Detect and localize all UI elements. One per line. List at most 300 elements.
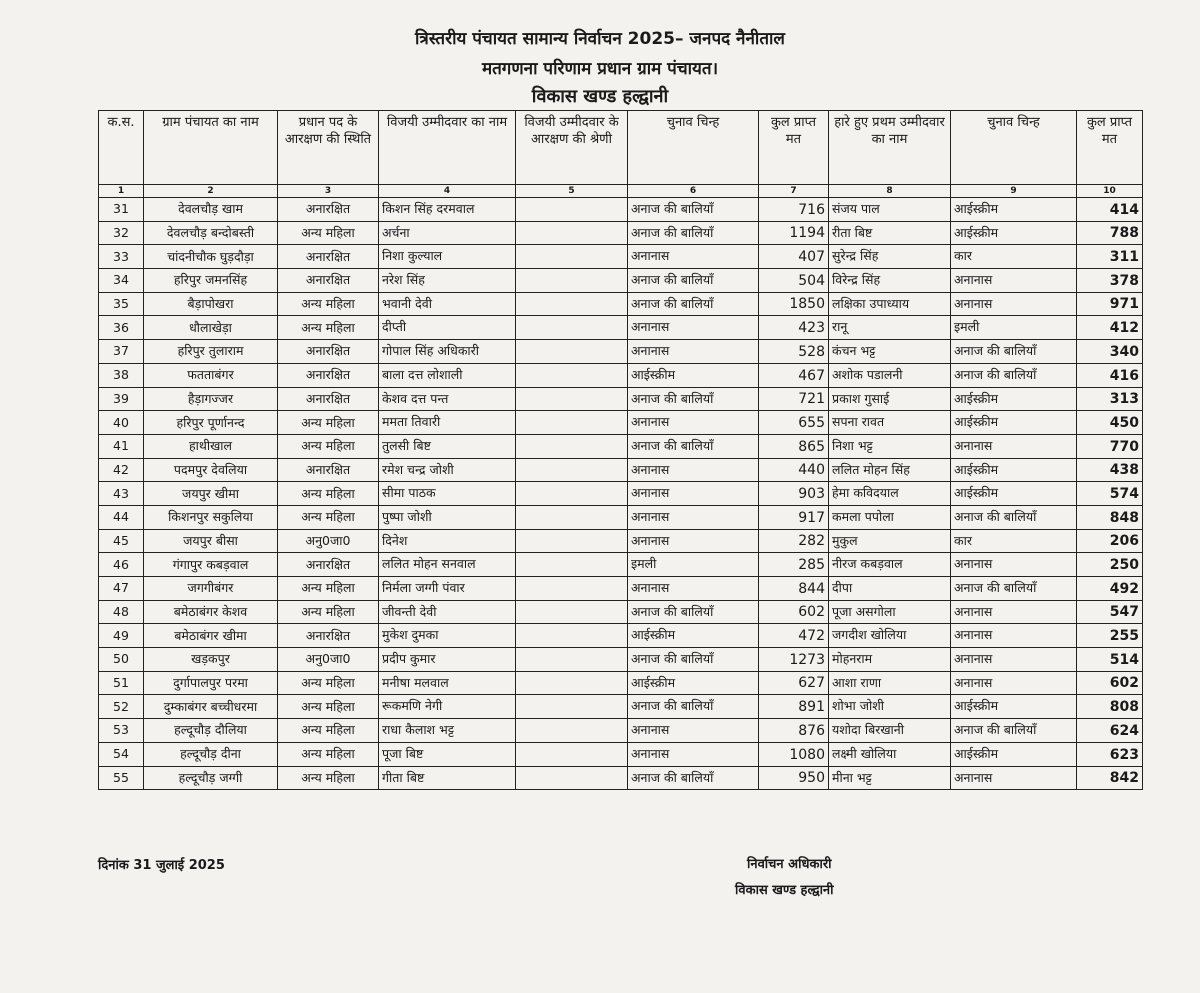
runner-up-symbol-cell: कार (951, 529, 1077, 553)
gram-panchayat-cell: बमेठाबंगर खीमा (144, 624, 278, 648)
winner-category-cell (516, 648, 628, 672)
runner-up-symbol-cell: अनानास (951, 624, 1077, 648)
winner-category-cell (516, 553, 628, 577)
column-number: 10 (1077, 185, 1143, 198)
gram-panchayat-cell: जगगीबंगर (144, 577, 278, 601)
winner-name-cell: नरेश सिंह (379, 269, 516, 293)
winner-category-cell (516, 695, 628, 719)
runner-up-name-cell: संजय पाल (829, 198, 951, 222)
column-number: 3 (278, 185, 379, 198)
winner-category-cell (516, 387, 628, 411)
runner-up-name-cell: प्रकाश गुसाई (829, 387, 951, 411)
gram-panchayat-cell: जयपुर खीमा (144, 482, 278, 506)
winner-symbol-cell: अनाज की बालियाँ (628, 600, 759, 624)
table-row (99, 411, 1143, 435)
gram-panchayat-cell: धौलाखेड़ा (144, 316, 278, 340)
winner-category-cell (516, 316, 628, 340)
gram-panchayat-cell: जयपुर बीसा (144, 529, 278, 553)
gram-panchayat-cell: हरिपुर तुलाराम (144, 340, 278, 364)
column-number: 2 (144, 185, 278, 198)
runner-up-symbol-cell: अनानास (951, 553, 1077, 577)
winner-symbol-cell: अनाज की बालियाँ (628, 269, 759, 293)
serial-cell: 50 (99, 648, 144, 672)
winner-name-cell: गोपाल सिंह अधिकारी (379, 340, 516, 364)
gram-panchayat-cell: दुम्काबंगर बच्चीधरमा (144, 695, 278, 719)
winner-category-cell (516, 577, 628, 601)
col-header-runner-up: हारे हुए प्रथम उम्मीदवार का नाम (829, 111, 951, 185)
runner-up-name-cell: अशोक पडालनी (829, 363, 951, 387)
results-table (98, 110, 1143, 790)
winner-category-cell (516, 600, 628, 624)
runner-up-symbol-cell: आईस्क्रीम (951, 411, 1077, 435)
gram-panchayat-cell: गंगापुर कबड़वाल (144, 553, 278, 577)
table-row (99, 340, 1143, 364)
runner-up-symbol-cell: अनाज की बालियाँ (951, 340, 1077, 364)
runner-up-votes-cell: 788 (1077, 221, 1143, 245)
reservation-cell: अनारक्षित (278, 387, 379, 411)
winner-category-cell (516, 671, 628, 695)
runner-up-symbol-cell: अनानास (951, 648, 1077, 672)
runner-up-votes-cell: 514 (1077, 648, 1143, 672)
runner-up-votes-cell: 412 (1077, 316, 1143, 340)
runner-up-votes-cell: 770 (1077, 434, 1143, 458)
table-row (99, 648, 1143, 672)
runner-up-name-cell: रीता बिष्ट (829, 221, 951, 245)
runner-up-symbol-cell: अनाज की बालियाँ (951, 577, 1077, 601)
serial-cell: 44 (99, 505, 144, 529)
gram-panchayat-cell: हल्दूचौड़ जग्गी (144, 766, 278, 790)
runner-up-votes-cell: 624 (1077, 719, 1143, 743)
serial-cell: 55 (99, 766, 144, 790)
runner-up-name-cell: विरेन्द्र सिंह (829, 269, 951, 293)
reservation-cell: अन्य महिला (278, 482, 379, 506)
winner-symbol-cell: अनानास (628, 482, 759, 506)
winner-votes-cell: 891 (759, 695, 829, 719)
officer-block: विकास खण्ड हल्द्वानी (735, 883, 834, 898)
reservation-cell: अनारक्षित (278, 553, 379, 577)
winner-name-cell: भवानी देवी (379, 292, 516, 316)
winner-name-cell: दीप्ती (379, 316, 516, 340)
winner-votes-cell: 627 (759, 671, 829, 695)
table-row (99, 482, 1143, 506)
winner-votes-cell: 903 (759, 482, 829, 506)
winner-symbol-cell: आईस्क्रीम (628, 363, 759, 387)
document-subtitle: मतगणना परिणाम प्रधान ग्राम पंचायत। (481, 59, 719, 79)
reservation-cell: अनारक्षित (278, 198, 379, 222)
winner-name-cell: गीता बिष्ट (379, 766, 516, 790)
winner-symbol-cell: अनानास (628, 340, 759, 364)
results-table-body (99, 185, 1143, 790)
runner-up-symbol-cell: आईस्क्रीम (951, 221, 1077, 245)
winner-votes-cell: 602 (759, 600, 829, 624)
runner-up-name-cell: मीना भट्ट (829, 766, 951, 790)
winner-category-cell (516, 719, 628, 743)
col-header-serial: क.स. (99, 111, 144, 185)
serial-cell: 39 (99, 387, 144, 411)
winner-votes-cell: 917 (759, 505, 829, 529)
reservation-cell: अन्य महिला (278, 505, 379, 529)
table-row (99, 363, 1143, 387)
winner-name-cell: पूजा बिष्ट (379, 742, 516, 766)
winner-symbol-cell: अनानास (628, 316, 759, 340)
runner-up-symbol-cell: अनानास (951, 600, 1077, 624)
reservation-cell: अन्य महिला (278, 766, 379, 790)
winner-name-cell: तुलसी बिष्ट (379, 434, 516, 458)
winner-name-cell: किशन सिंह दरमवाल (379, 198, 516, 222)
winner-symbol-cell: अनाज की बालियाँ (628, 387, 759, 411)
gram-panchayat-cell: खड़कपुर (144, 648, 278, 672)
winner-symbol-cell: अनाज की बालियाँ (628, 434, 759, 458)
table-row (99, 529, 1143, 553)
reservation-cell: अनारक्षित (278, 340, 379, 364)
winner-symbol-cell: अनाज की बालियाँ (628, 292, 759, 316)
winner-votes-cell: 1080 (759, 742, 829, 766)
serial-cell: 49 (99, 624, 144, 648)
col-header-winner-category: विजयी उम्मीदवार के आरक्षण की श्रेणी (516, 111, 628, 185)
reservation-cell: अन्य महिला (278, 292, 379, 316)
runner-up-symbol-cell: आईस्क्रीम (951, 198, 1077, 222)
winner-category-cell (516, 458, 628, 482)
winner-votes-cell: 440 (759, 458, 829, 482)
winner-name-cell: केशव दत्त पन्त (379, 387, 516, 411)
winner-symbol-cell: अनानास (628, 458, 759, 482)
reservation-cell: अन्य महिला (278, 600, 379, 624)
runner-up-name-cell: कंचन भट्ट (829, 340, 951, 364)
winner-votes-cell: 528 (759, 340, 829, 364)
winner-name-cell: प्रदीप कुमार (379, 648, 516, 672)
reservation-cell: अन्य महिला (278, 742, 379, 766)
runner-up-symbol-cell: अनाज की बालियाँ (951, 719, 1077, 743)
winner-category-cell (516, 766, 628, 790)
gram-panchayat-cell: हैड़ागज्जर (144, 387, 278, 411)
winner-symbol-cell: अनाज की बालियाँ (628, 695, 759, 719)
column-number: 7 (759, 185, 829, 198)
winner-category-cell (516, 245, 628, 269)
runner-up-symbol-cell: आईस्क्रीम (951, 458, 1077, 482)
column-number-row (99, 185, 1143, 198)
winner-symbol-cell: इमली (628, 553, 759, 577)
winner-symbol-cell: अनाज की बालियाँ (628, 766, 759, 790)
runner-up-symbol-cell: अनाज की बालियाँ (951, 505, 1077, 529)
winner-category-cell (516, 482, 628, 506)
gram-panchayat-cell: हल्दूचौड़ दीना (144, 742, 278, 766)
gram-panchayat-cell: हरिपुर पूर्णानन्द (144, 411, 278, 435)
runner-up-name-cell: ललित मोहन सिंह (829, 458, 951, 482)
serial-cell: 31 (99, 198, 144, 222)
runner-up-name-cell: हेमा कविदयाल (829, 482, 951, 506)
gram-panchayat-cell: दुर्गापालपुर परमा (144, 671, 278, 695)
runner-up-symbol-cell: आईस्क्रीम (951, 387, 1077, 411)
winner-name-cell: रूकमणि नेगी (379, 695, 516, 719)
gram-panchayat-cell: देवलचौड़ खाम (144, 198, 278, 222)
col-header-reservation: प्रधान पद के आरक्षण की स्थिति (278, 111, 379, 185)
winner-votes-cell: 1194 (759, 221, 829, 245)
reservation-cell: अनारक्षित (278, 458, 379, 482)
winner-votes-cell: 865 (759, 434, 829, 458)
serial-cell: 48 (99, 600, 144, 624)
runner-up-votes-cell: 842 (1077, 766, 1143, 790)
winner-name-cell: राधा कैलाश भट्ट (379, 719, 516, 743)
reservation-cell: अन्य महिला (278, 719, 379, 743)
runner-up-name-cell: आशा राणा (829, 671, 951, 695)
gram-panchayat-cell: देवलचौड़ बन्दोबस्ती (144, 221, 278, 245)
runner-up-votes-cell: 808 (1077, 695, 1143, 719)
runner-up-name-cell: सपना रावत (829, 411, 951, 435)
serial-cell: 43 (99, 482, 144, 506)
winner-symbol-cell: आईस्क्रीम (628, 671, 759, 695)
winner-symbol-cell: अनानास (628, 529, 759, 553)
winner-category-cell (516, 340, 628, 364)
reservation-cell: अनारक्षित (278, 624, 379, 648)
winner-category-cell (516, 198, 628, 222)
winner-category-cell (516, 434, 628, 458)
table-row (99, 292, 1143, 316)
winner-category-cell (516, 624, 628, 648)
runner-up-votes-cell: 574 (1077, 482, 1143, 506)
runner-up-name-cell: शोभा जोशी (829, 695, 951, 719)
winner-votes-cell: 721 (759, 387, 829, 411)
table-row (99, 671, 1143, 695)
col-header-winner: विजयी उम्मीदवार का नाम (379, 111, 516, 185)
runner-up-votes-cell: 450 (1077, 411, 1143, 435)
winner-votes-cell: 282 (759, 529, 829, 553)
column-number: 5 (516, 185, 628, 198)
table-row (99, 624, 1143, 648)
reservation-cell: अन्य महिला (278, 434, 379, 458)
runner-up-votes-cell: 311 (1077, 245, 1143, 269)
winner-votes-cell: 844 (759, 577, 829, 601)
reservation-cell: अन्य महिला (278, 671, 379, 695)
serial-cell: 54 (99, 742, 144, 766)
reservation-cell: अन्य महिला (278, 411, 379, 435)
runner-up-name-cell: यशोदा बिरखानी (829, 719, 951, 743)
col-header-runner-symbol: चुनाव चिन्ह (951, 111, 1077, 185)
winner-votes-cell: 285 (759, 553, 829, 577)
gram-panchayat-cell: बमेठाबंगर केशव (144, 600, 278, 624)
column-number: 6 (628, 185, 759, 198)
runner-up-symbol-cell: इमली (951, 316, 1077, 340)
table-row (99, 553, 1143, 577)
winner-votes-cell: 876 (759, 719, 829, 743)
winner-name-cell: ममता तिवारी (379, 411, 516, 435)
table-row (99, 719, 1143, 743)
runner-up-symbol-cell: अनानास (951, 434, 1077, 458)
serial-cell: 35 (99, 292, 144, 316)
runner-up-name-cell: निशा भट्ट (829, 434, 951, 458)
serial-cell: 40 (99, 411, 144, 435)
table-row (99, 766, 1143, 790)
gram-panchayat-cell: फतताबंगर (144, 363, 278, 387)
col-header-winner-votes: कुल प्राप्त मत (759, 111, 829, 185)
winner-name-cell: अर्चना (379, 221, 516, 245)
winner-name-cell: मनीषा मलवाल (379, 671, 516, 695)
column-number: 4 (379, 185, 516, 198)
winner-name-cell: निशा कुल्याल (379, 245, 516, 269)
runner-up-votes-cell: 623 (1077, 742, 1143, 766)
reservation-cell: अनारक्षित (278, 269, 379, 293)
runner-up-name-cell: सुरेन्द्र सिंह (829, 245, 951, 269)
winner-votes-cell: 407 (759, 245, 829, 269)
gram-panchayat-cell: पदमपुर देवलिया (144, 458, 278, 482)
serial-cell: 38 (99, 363, 144, 387)
serial-cell: 45 (99, 529, 144, 553)
serial-cell: 37 (99, 340, 144, 364)
runner-up-symbol-cell: अनानास (951, 292, 1077, 316)
runner-up-symbol-cell: अनाज की बालियाँ (951, 363, 1077, 387)
serial-cell: 52 (99, 695, 144, 719)
col-header-winner-symbol: चुनाव चिन्ह (628, 111, 759, 185)
runner-up-symbol-cell: अनानास (951, 671, 1077, 695)
runner-up-name-cell: मुकुल (829, 529, 951, 553)
runner-up-votes-cell: 492 (1077, 577, 1143, 601)
winner-name-cell: बाला दत्त लोशाली (379, 363, 516, 387)
runner-up-name-cell: जगदीश खोलिया (829, 624, 951, 648)
winner-symbol-cell: अनानास (628, 719, 759, 743)
winner-symbol-cell: अनाज की बालियाँ (628, 221, 759, 245)
runner-up-votes-cell: 602 (1077, 671, 1143, 695)
runner-up-votes-cell: 416 (1077, 363, 1143, 387)
runner-up-votes-cell: 971 (1077, 292, 1143, 316)
table-row (99, 198, 1143, 222)
column-number: 1 (99, 185, 144, 198)
table-row (99, 695, 1143, 719)
table-row (99, 434, 1143, 458)
document-title: त्रिस्तरीय पंचायत सामान्य निर्वाचन 2025– जनपद नैनीताल (415, 29, 785, 49)
winner-name-cell: ललित मोहन सनवाल (379, 553, 516, 577)
serial-cell: 34 (99, 269, 144, 293)
winner-votes-cell: 504 (759, 269, 829, 293)
runner-up-name-cell: कमला पपोला (829, 505, 951, 529)
winner-category-cell (516, 411, 628, 435)
gram-panchayat-cell: हल्दूचौड़ दौलिया (144, 719, 278, 743)
column-number: 9 (951, 185, 1077, 198)
winner-votes-cell: 472 (759, 624, 829, 648)
serial-cell: 41 (99, 434, 144, 458)
winner-name-cell: मुकेश दुमका (379, 624, 516, 648)
table-row (99, 269, 1143, 293)
table-row (99, 221, 1143, 245)
runner-up-symbol-cell: आईस्क्रीम (951, 742, 1077, 766)
runner-up-name-cell: दीपा (829, 577, 951, 601)
signature-block (735, 852, 875, 904)
runner-up-symbol-cell: अनानास (951, 269, 1077, 293)
header-row (99, 111, 1143, 185)
runner-up-name-cell: रानू (829, 316, 951, 340)
winner-category-cell (516, 292, 628, 316)
winner-votes-cell: 716 (759, 198, 829, 222)
runner-up-votes-cell: 438 (1077, 458, 1143, 482)
gram-panchayat-cell: बैड़ापोखरा (144, 292, 278, 316)
winner-symbol-cell: अनानास (628, 742, 759, 766)
winner-symbol-cell: अनानास (628, 577, 759, 601)
table-row (99, 458, 1143, 482)
winner-symbol-cell: अनानास (628, 411, 759, 435)
runner-up-symbol-cell: आईस्क्रीम (951, 482, 1077, 506)
serial-cell: 33 (99, 245, 144, 269)
runner-up-name-cell: नीरज कबड़वाल (829, 553, 951, 577)
reservation-cell: अनु0जा0 (278, 529, 379, 553)
reservation-cell: अनारक्षित (278, 245, 379, 269)
winner-name-cell: जीवन्ती देवी (379, 600, 516, 624)
winner-symbol-cell: अनाज की बालियाँ (628, 648, 759, 672)
serial-cell: 47 (99, 577, 144, 601)
winner-category-cell (516, 221, 628, 245)
winner-name-cell: पुष्पा जोशी (379, 505, 516, 529)
winner-category-cell (516, 363, 628, 387)
winner-votes-cell: 1850 (759, 292, 829, 316)
table-row (99, 505, 1143, 529)
runner-up-name-cell: लक्ष्मी खोलिया (829, 742, 951, 766)
runner-up-name-cell: लक्षिका उपाध्याय (829, 292, 951, 316)
serial-cell: 36 (99, 316, 144, 340)
table-row (99, 316, 1143, 340)
winner-name-cell: निर्मला जग्गी पंवार (379, 577, 516, 601)
reservation-cell: अन्य महिला (278, 316, 379, 340)
runner-up-symbol-cell: अनानास (951, 766, 1077, 790)
winner-symbol-cell: अनाज की बालियाँ (628, 198, 759, 222)
runner-up-votes-cell: 378 (1077, 269, 1143, 293)
runner-up-symbol-cell: आईस्क्रीम (951, 695, 1077, 719)
column-number: 8 (829, 185, 951, 198)
table-row (99, 577, 1143, 601)
gram-panchayat-cell: हरिपुर जमनसिंह (144, 269, 278, 293)
winner-votes-cell: 423 (759, 316, 829, 340)
table-row (99, 387, 1143, 411)
winner-votes-cell: 655 (759, 411, 829, 435)
winner-name-cell: दिनेश (379, 529, 516, 553)
runner-up-votes-cell: 414 (1077, 198, 1143, 222)
winner-votes-cell: 950 (759, 766, 829, 790)
winner-votes-cell: 1273 (759, 648, 829, 672)
runner-up-votes-cell: 250 (1077, 553, 1143, 577)
runner-up-symbol-cell: कार (951, 245, 1077, 269)
winner-name-cell: सीमा पाठक (379, 482, 516, 506)
col-header-runner-votes: कुल प्राप्त मत (1077, 111, 1143, 185)
gram-panchayat-cell: किशनपुर सकुलिया (144, 505, 278, 529)
table-row (99, 600, 1143, 624)
footer-date: दिनांक 31 जुलाई 2025 (98, 858, 225, 873)
serial-cell: 51 (99, 671, 144, 695)
reservation-cell: अनु0जा0 (278, 648, 379, 672)
table-row (99, 245, 1143, 269)
runner-up-votes-cell: 255 (1077, 624, 1143, 648)
reservation-cell: अनारक्षित (278, 363, 379, 387)
block-name-heading: विकास खण्ड हल्द्वानी (531, 86, 669, 107)
runner-up-name-cell: मोहनराम (829, 648, 951, 672)
gram-panchayat-cell: हाथीखाल (144, 434, 278, 458)
winner-category-cell (516, 529, 628, 553)
runner-up-name-cell: पूजा असगोला (829, 600, 951, 624)
winner-category-cell (516, 505, 628, 529)
serial-cell: 46 (99, 553, 144, 577)
reservation-cell: अन्य महिला (278, 221, 379, 245)
runner-up-votes-cell: 313 (1077, 387, 1143, 411)
serial-cell: 32 (99, 221, 144, 245)
runner-up-votes-cell: 340 (1077, 340, 1143, 364)
runner-up-votes-cell: 848 (1077, 505, 1143, 529)
winner-votes-cell: 467 (759, 363, 829, 387)
winner-symbol-cell: आईस्क्रीम (628, 624, 759, 648)
runner-up-votes-cell: 206 (1077, 529, 1143, 553)
winner-name-cell: रमेश चन्द्र जोशी (379, 458, 516, 482)
winner-category-cell (516, 269, 628, 293)
table-row (99, 742, 1143, 766)
runner-up-votes-cell: 547 (1077, 600, 1143, 624)
reservation-cell: अन्य महिला (278, 577, 379, 601)
officer-title: निर्वाचन अधिकारी (747, 857, 832, 872)
winner-symbol-cell: अनानास (628, 245, 759, 269)
reservation-cell: अन्य महिला (278, 695, 379, 719)
